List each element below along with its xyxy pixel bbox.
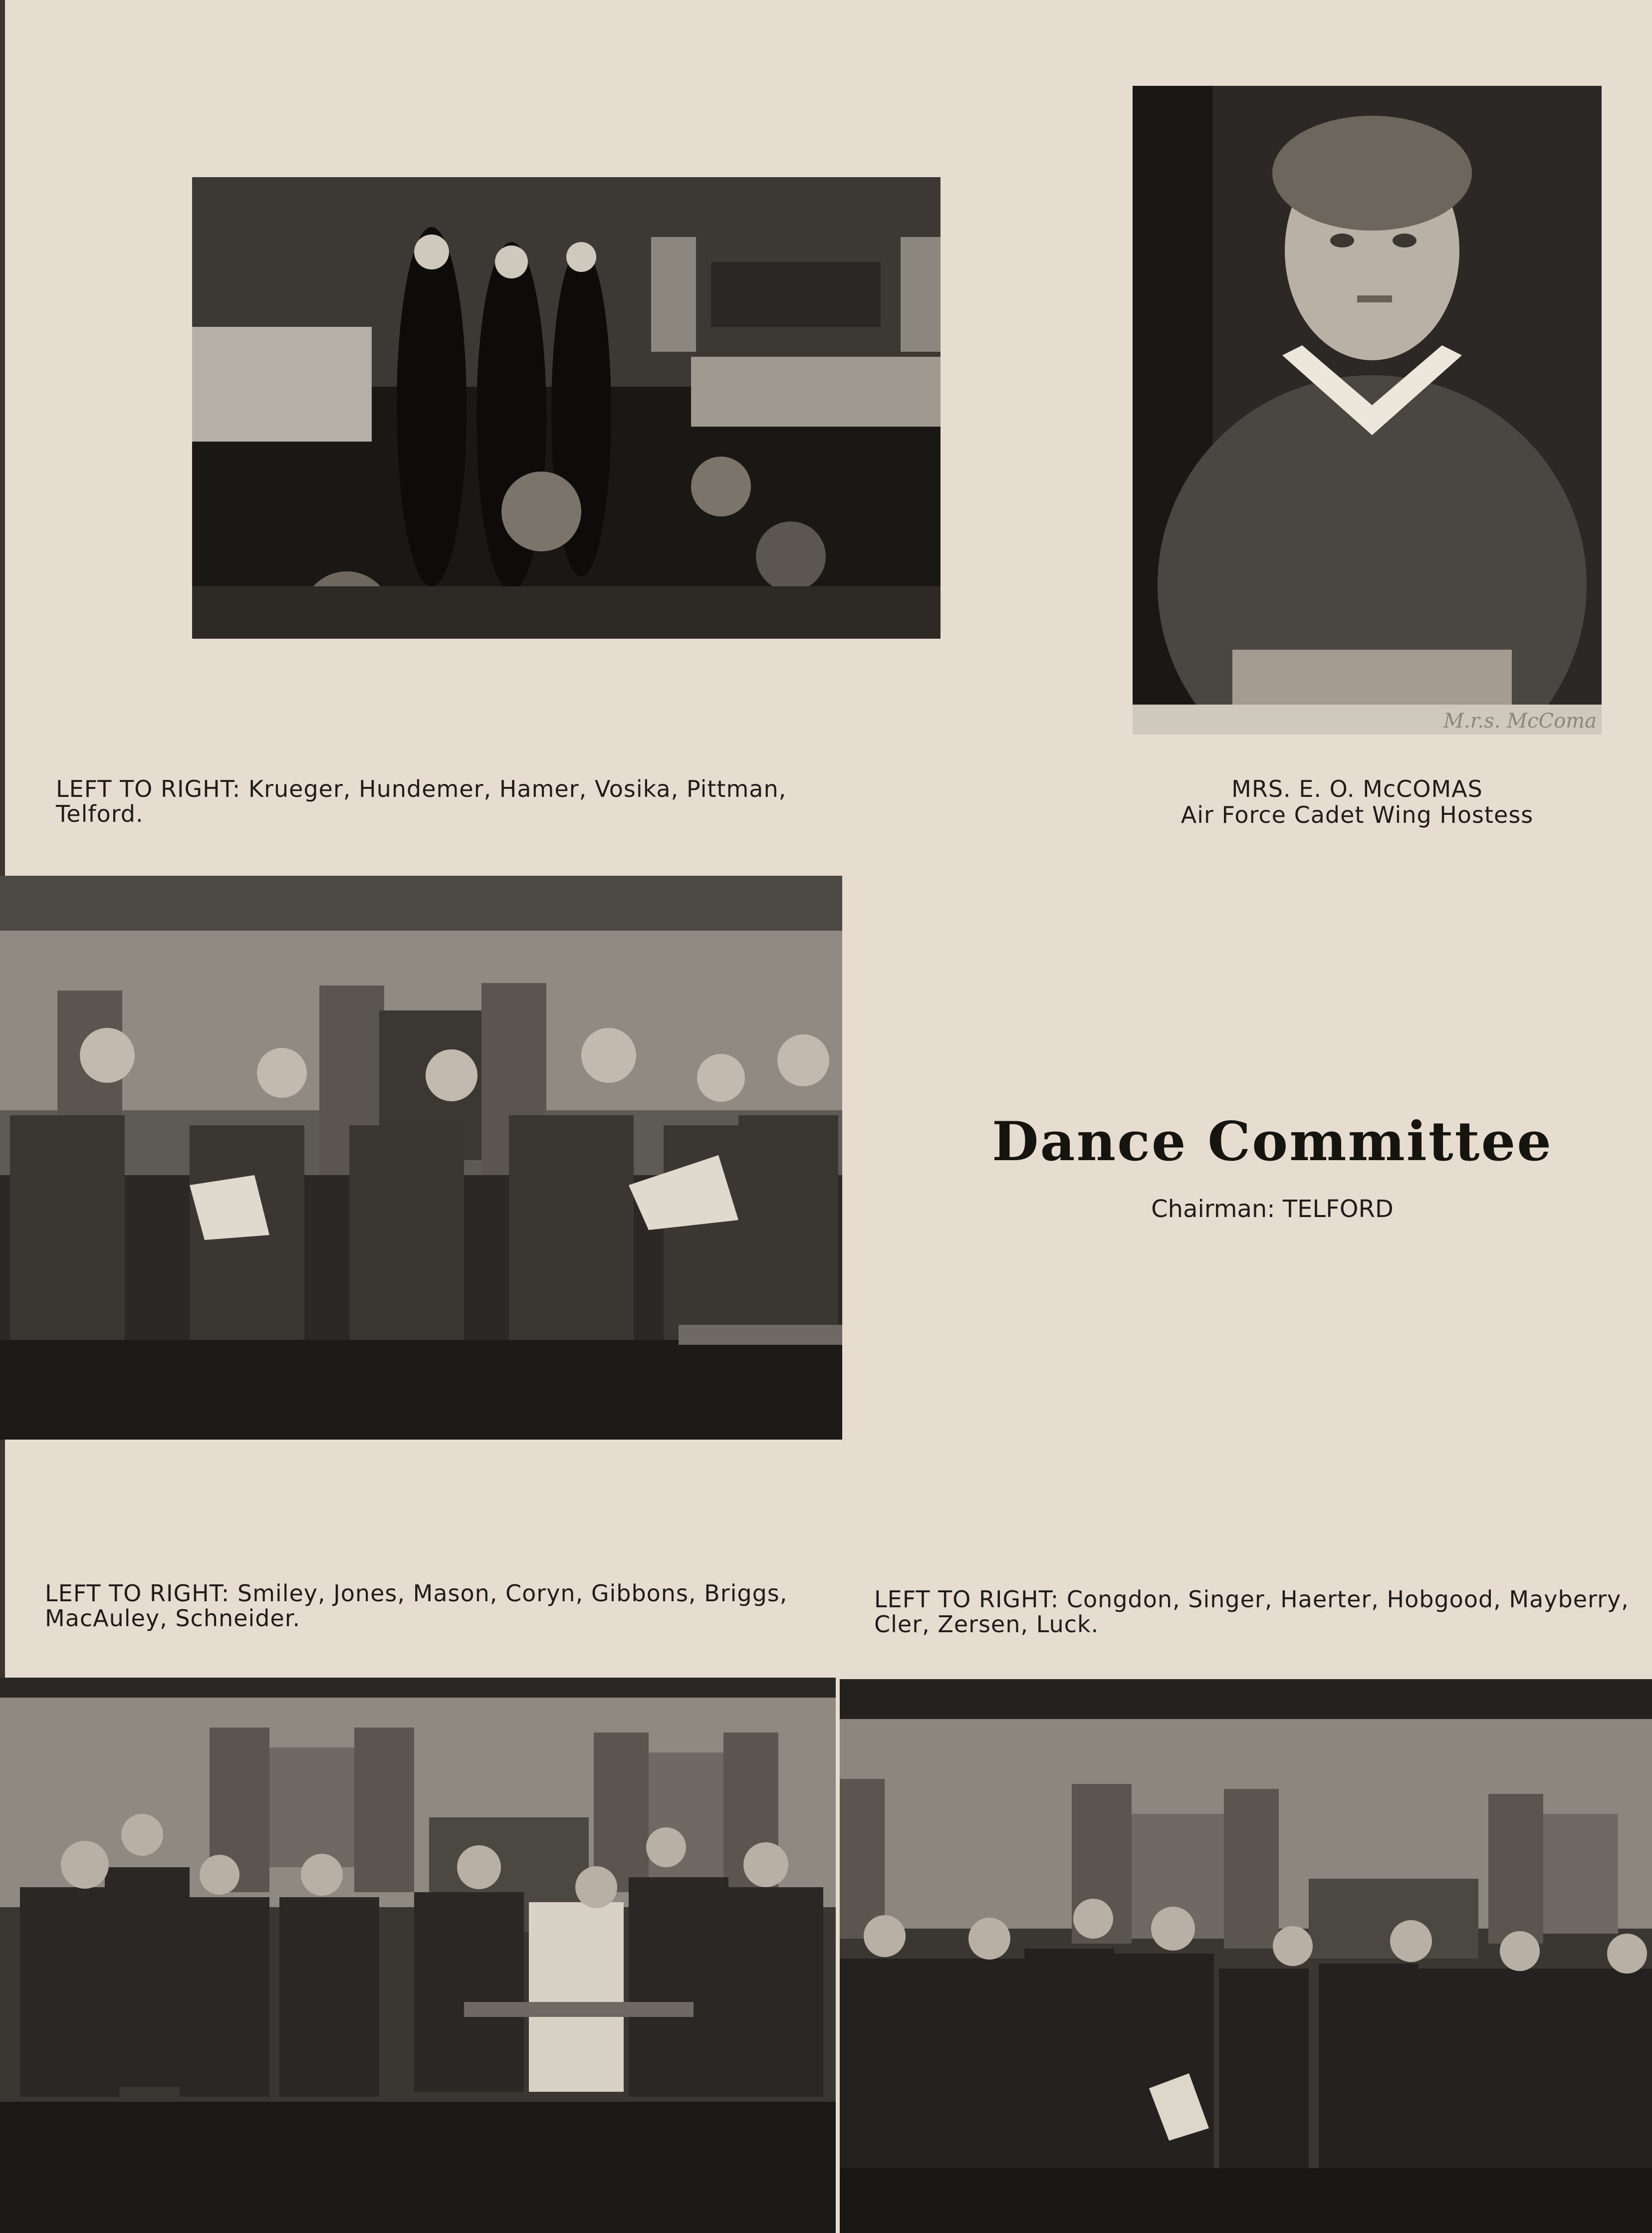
committee-photo bbox=[0, 876, 842, 1440]
page-title: Dance Committee bbox=[992, 1110, 1553, 1173]
group-right-photo bbox=[840, 1679, 1652, 2233]
band-photo bbox=[192, 177, 941, 639]
hostess-name: MRS. E. O. McCOMAS bbox=[1231, 775, 1483, 802]
chairman-line: Chairman: TELFORD bbox=[1151, 1195, 1394, 1223]
hostess-portrait-photo bbox=[1133, 86, 1602, 735]
group-left-caption: LEFT TO RIGHT: Smiley, Jones, Mason, Coryn, Gibbons, Briggs, MacAuley, Schneider. bbox=[45, 1580, 788, 1632]
placard-text: M.r.s. McComa bbox=[1443, 710, 1597, 733]
group-left-photo bbox=[0, 1678, 836, 2233]
hostess-title: Air Force Cadet Wing Hostess bbox=[1180, 801, 1534, 828]
band-caption: LEFT TO RIGHT: Krueger, Hundemer, Hamer, Vosika, Pittman, Telford. bbox=[56, 775, 787, 827]
group-right-caption: LEFT TO RIGHT: Congdon, Singer, Haerter, Hobgood, Mayberry, Cler, Zersen, Luck. bbox=[874, 1586, 1629, 1638]
